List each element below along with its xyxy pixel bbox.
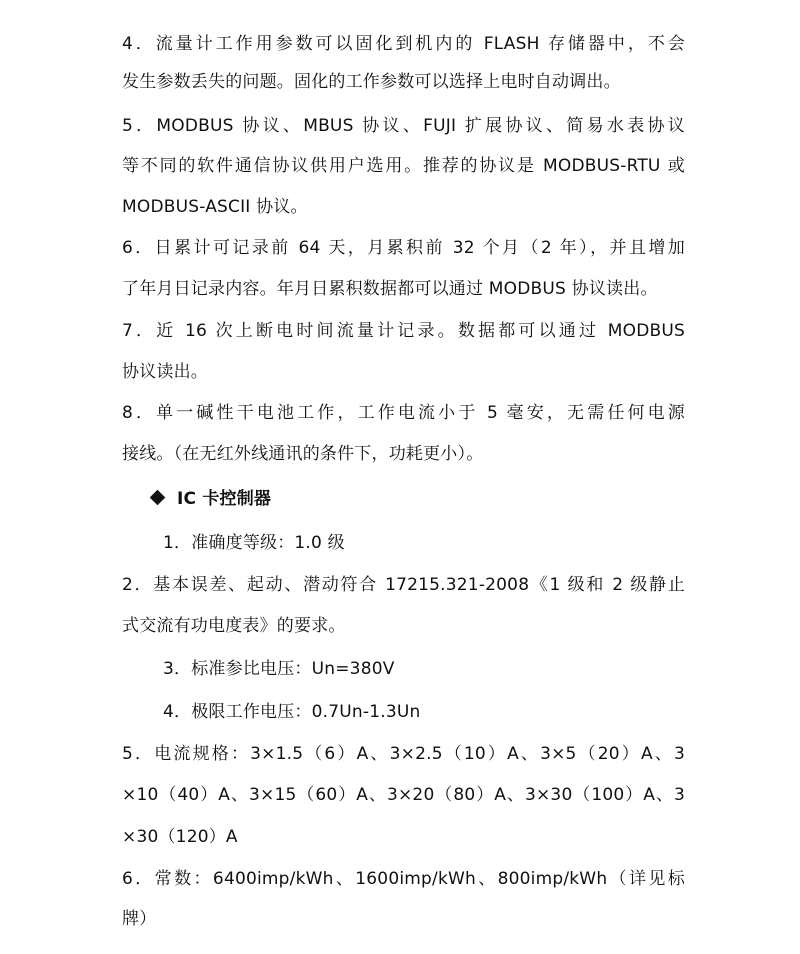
paragraph-line: 接线。（在无红外线通讯的条件下，功耗更小）。: [122, 444, 484, 464]
paragraph-line: 发生参数丢失的问题。固化的工作参数可以选择上电时自动调出。: [122, 72, 621, 92]
paragraph-line: 了年月日记录内容。年月日累积数据都可以通过 MODBUS 协议读出。: [122, 279, 658, 299]
spec-item: 6．常数：6400imp/kWh、1600imp/kWh、800imp/kWh（详见标: [122, 869, 685, 889]
spec-item: 4．极限工作电压：0.7Un-1.3Un: [163, 702, 421, 722]
paragraph-line: 7．近 16 次上断电时间流量计记录。数据都可以通过 MODBUS: [122, 321, 685, 341]
paragraph-line: 协议读出。: [122, 362, 208, 382]
paragraph-line: 6．日累计可记录前 64 天，月累积前 32 个月（2 年），并且增加: [122, 238, 685, 258]
spec-item: 3．标准参比电压：Un=380V: [163, 659, 395, 679]
spec-item: 5．电流规格：3×1.5（6）A、3×2.5（10）A、3×5（20）A、3: [122, 744, 685, 764]
section-heading-text: IC 卡控制器: [177, 489, 272, 509]
spec-item: 牌）: [122, 909, 157, 929]
spec-item: ×30（120）A: [122, 827, 238, 847]
paragraph-line: MODBUS-ASCII 协议。: [122, 197, 308, 217]
diamond-bullet-icon: [150, 490, 166, 506]
spec-item: 1．准确度等级：1.0 级: [163, 533, 345, 553]
paragraph-line: 等不同的软件通信协议供用户选用。推荐的协议是 MODBUS-RTU 或: [122, 156, 685, 176]
spec-item: 式交流有功电度表》的要求。: [122, 616, 346, 636]
paragraph-line: 5．MODBUS 协议、MBUS 协议、FUJI 扩展协议、简易水表协议: [122, 116, 685, 136]
paragraph-line: 4．流量计工作用参数可以固化到机内的 FLASH 存储器中，不会: [122, 34, 685, 54]
section-heading: [152, 488, 271, 510]
paragraph-line: 8．单一碱性干电池工作，工作电流小于 5 毫安，无需任何电源: [122, 403, 685, 423]
spec-item: ×10（40）A、3×15（60）A、3×20（80）A、3×30（100）A、3: [122, 785, 685, 805]
spec-item: 2．基本误差、起动、潜动符合 17215.321-2008《1 级和 2 级静止: [122, 575, 685, 595]
